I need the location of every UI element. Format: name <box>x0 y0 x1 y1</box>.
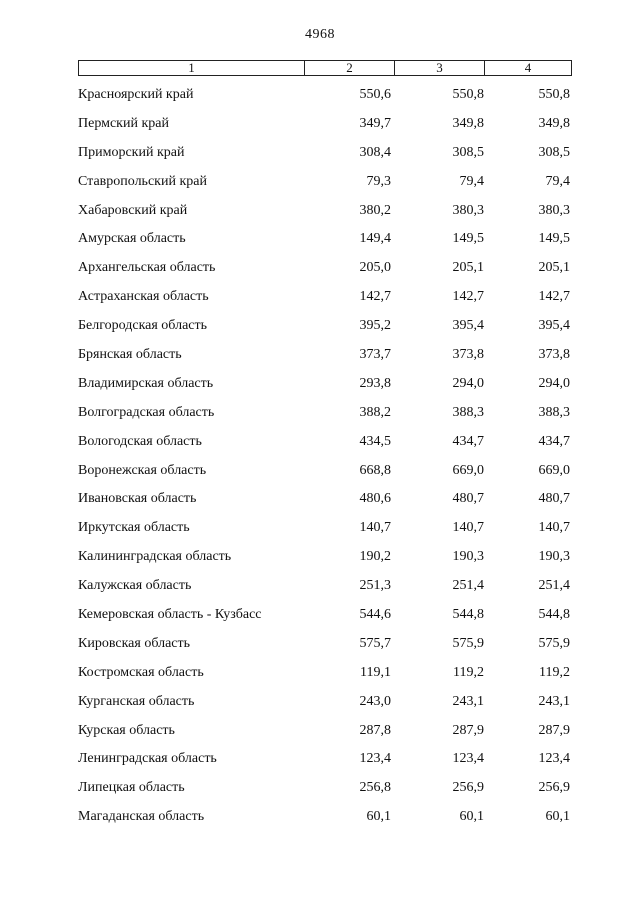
value-cell-col2: 251,3 <box>359 578 391 594</box>
value-cell-col2: 60,1 <box>366 809 391 825</box>
region-name-cell: Владимирская область <box>78 375 214 391</box>
value-cell-col3: 349,8 <box>452 115 484 131</box>
value-cell-col2: 388,2 <box>359 404 391 420</box>
table-row <box>78 86 572 115</box>
value-cell-col2: 480,6 <box>359 491 391 507</box>
value-cell-col3: 575,9 <box>452 635 484 651</box>
value-cell-col4: 256,9 <box>538 780 570 796</box>
value-cell-col3: 380,3 <box>452 202 484 218</box>
value-cell-col2: 349,7 <box>359 115 391 131</box>
region-name-cell: Липецкая область <box>78 780 185 796</box>
region-name-cell: Пермский край <box>78 115 169 131</box>
value-cell-col3: 243,1 <box>452 693 484 709</box>
region-name-cell: Курская область <box>78 722 175 738</box>
region-name-cell: Архангельская область <box>78 260 216 276</box>
value-cell-col4: 190,3 <box>538 549 570 565</box>
value-cell-col4: 575,9 <box>538 635 570 651</box>
value-cell-col2: 149,4 <box>359 231 391 247</box>
value-cell-col3: 123,4 <box>452 751 484 767</box>
value-cell-col3: 79,4 <box>459 173 484 189</box>
value-cell-col4: 669,0 <box>538 462 570 478</box>
value-cell-col2: 119,1 <box>360 664 391 680</box>
region-name-cell: Иркутская область <box>78 520 190 536</box>
value-cell-col3: 308,5 <box>452 144 484 160</box>
region-name-cell: Вологодская область <box>78 433 202 449</box>
value-cell-col4: 205,1 <box>538 260 570 276</box>
table-row <box>78 808 572 837</box>
table-row <box>78 115 572 144</box>
table-row <box>78 288 572 317</box>
table-row <box>78 635 572 664</box>
table-row <box>78 259 572 288</box>
table-row <box>78 664 572 693</box>
value-cell-col3: 395,4 <box>452 318 484 334</box>
value-cell-col3: 60,1 <box>459 809 484 825</box>
value-cell-col4: 142,7 <box>538 289 570 305</box>
table-row <box>78 404 572 433</box>
table-row <box>78 433 572 462</box>
page-number: 4968 <box>305 27 335 42</box>
value-cell-col2: 142,7 <box>359 289 391 305</box>
value-cell-col3: 294,0 <box>452 375 484 391</box>
value-cell-col4: 60,1 <box>545 809 570 825</box>
value-cell-col2: 308,4 <box>359 144 391 160</box>
region-name-cell: Калужская область <box>78 578 192 594</box>
table-row <box>78 375 572 404</box>
table-header <box>78 60 572 76</box>
region-name-cell: Белгородская область <box>78 318 208 334</box>
table-row <box>78 144 572 173</box>
value-cell-col3: 251,4 <box>452 578 484 594</box>
value-cell-col4: 388,3 <box>538 404 570 420</box>
value-cell-col3: 550,8 <box>452 87 484 102</box>
value-cell-col4: 79,4 <box>545 173 570 189</box>
table-row <box>78 750 572 779</box>
value-cell-col2: 287,8 <box>359 722 391 738</box>
region-name-cell: Курганская область <box>78 693 195 709</box>
value-cell-col3: 142,7 <box>452 289 484 305</box>
value-cell-col3: 287,9 <box>452 722 484 738</box>
column-header-3: 3 <box>395 61 485 75</box>
value-cell-col4: 119,2 <box>539 664 570 680</box>
value-cell-col2: 79,3 <box>366 173 391 189</box>
value-cell-col3: 190,3 <box>452 549 484 565</box>
table-row <box>78 230 572 259</box>
value-cell-col2: 373,7 <box>359 347 391 363</box>
value-cell-col3: 140,7 <box>452 520 484 536</box>
value-cell-col4: 123,4 <box>538 751 570 767</box>
value-cell-col2: 190,2 <box>359 549 391 565</box>
value-cell-col2: 123,4 <box>359 751 391 767</box>
table-row <box>78 519 572 548</box>
value-cell-col4: 308,5 <box>538 144 570 160</box>
value-cell-col4: 243,1 <box>538 693 570 709</box>
region-name-cell: Брянская область <box>78 347 182 363</box>
value-cell-col2: 205,0 <box>359 260 391 276</box>
value-cell-col4: 373,8 <box>538 347 570 363</box>
value-cell-col4: 550,8 <box>538 87 570 102</box>
region-name-cell: Приморский край <box>78 144 185 160</box>
region-name-cell: Ивановская область <box>78 491 197 507</box>
table-row <box>78 173 572 202</box>
value-cell-col3: 544,8 <box>452 607 484 623</box>
region-name-cell: Астраханская область <box>78 289 209 305</box>
region-name-cell: Ставропольский край <box>78 173 207 189</box>
table-row <box>78 462 572 491</box>
value-cell-col4: 149,5 <box>538 231 570 247</box>
table-row <box>78 346 572 375</box>
table-row <box>78 548 572 577</box>
table-row <box>78 202 572 231</box>
value-cell-col3: 149,5 <box>452 231 484 247</box>
table-row <box>78 693 572 722</box>
value-cell-col4: 349,8 <box>538 115 570 131</box>
region-name-cell: Воронежская область <box>78 462 207 478</box>
value-cell-col3: 669,0 <box>452 462 484 478</box>
value-cell-col3: 119,2 <box>453 664 484 680</box>
region-name-cell: Костромская область <box>78 664 204 680</box>
table-body <box>78 86 572 837</box>
region-name-cell: Ленинградская область <box>78 751 217 767</box>
value-cell-col3: 388,3 <box>452 404 484 420</box>
value-cell-col2: 380,2 <box>359 202 391 218</box>
value-cell-col2: 293,8 <box>359 375 391 391</box>
value-cell-col2: 140,7 <box>359 520 391 536</box>
value-cell-col4: 294,0 <box>538 375 570 391</box>
value-cell-col2: 575,7 <box>359 635 391 651</box>
value-cell-col2: 550,6 <box>359 87 391 102</box>
region-name-cell: Магаданская область <box>78 809 205 825</box>
table-row <box>78 490 572 519</box>
value-cell-col2: 434,5 <box>359 433 391 449</box>
table-row <box>78 722 572 751</box>
value-cell-col2: 395,2 <box>359 318 391 334</box>
region-name-cell: Красноярский край <box>78 87 194 102</box>
value-cell-col4: 287,9 <box>538 722 570 738</box>
table-row <box>78 317 572 346</box>
table-row <box>78 779 572 808</box>
value-cell-col3: 373,8 <box>452 347 484 363</box>
value-cell-col4: 544,8 <box>538 607 570 623</box>
region-name-cell: Кировская область <box>78 635 191 651</box>
region-name-cell: Калининградская область <box>78 549 232 565</box>
column-header-2: 2 <box>305 61 395 75</box>
value-cell-col2: 256,8 <box>359 780 391 796</box>
value-cell-col4: 380,3 <box>538 202 570 218</box>
value-cell-col3: 480,7 <box>452 491 484 507</box>
value-cell-col4: 434,7 <box>538 433 570 449</box>
value-cell-col4: 251,4 <box>538 578 570 594</box>
value-cell-col2: 544,6 <box>359 607 391 623</box>
region-name-cell: Волгоградская область <box>78 404 215 420</box>
table-row <box>78 577 572 606</box>
region-name-cell: Хабаровский край <box>78 202 188 218</box>
value-cell-col4: 395,4 <box>538 318 570 334</box>
region-name-cell: Амурская область <box>78 231 186 247</box>
column-header-1: 1 <box>79 61 305 75</box>
value-cell-col2: 668,8 <box>359 462 391 478</box>
column-header-4: 4 <box>524 60 532 75</box>
value-cell-col2: 243,0 <box>359 693 391 709</box>
value-cell-col3: 434,7 <box>452 433 484 449</box>
value-cell-col4: 140,7 <box>538 520 570 536</box>
table-row <box>78 606 572 635</box>
value-cell-col3: 256,9 <box>452 780 484 796</box>
region-name-cell: Кемеровская область - Кузбасс <box>78 607 262 623</box>
value-cell-col4: 480,7 <box>538 491 570 507</box>
value-cell-col3: 205,1 <box>452 260 484 276</box>
